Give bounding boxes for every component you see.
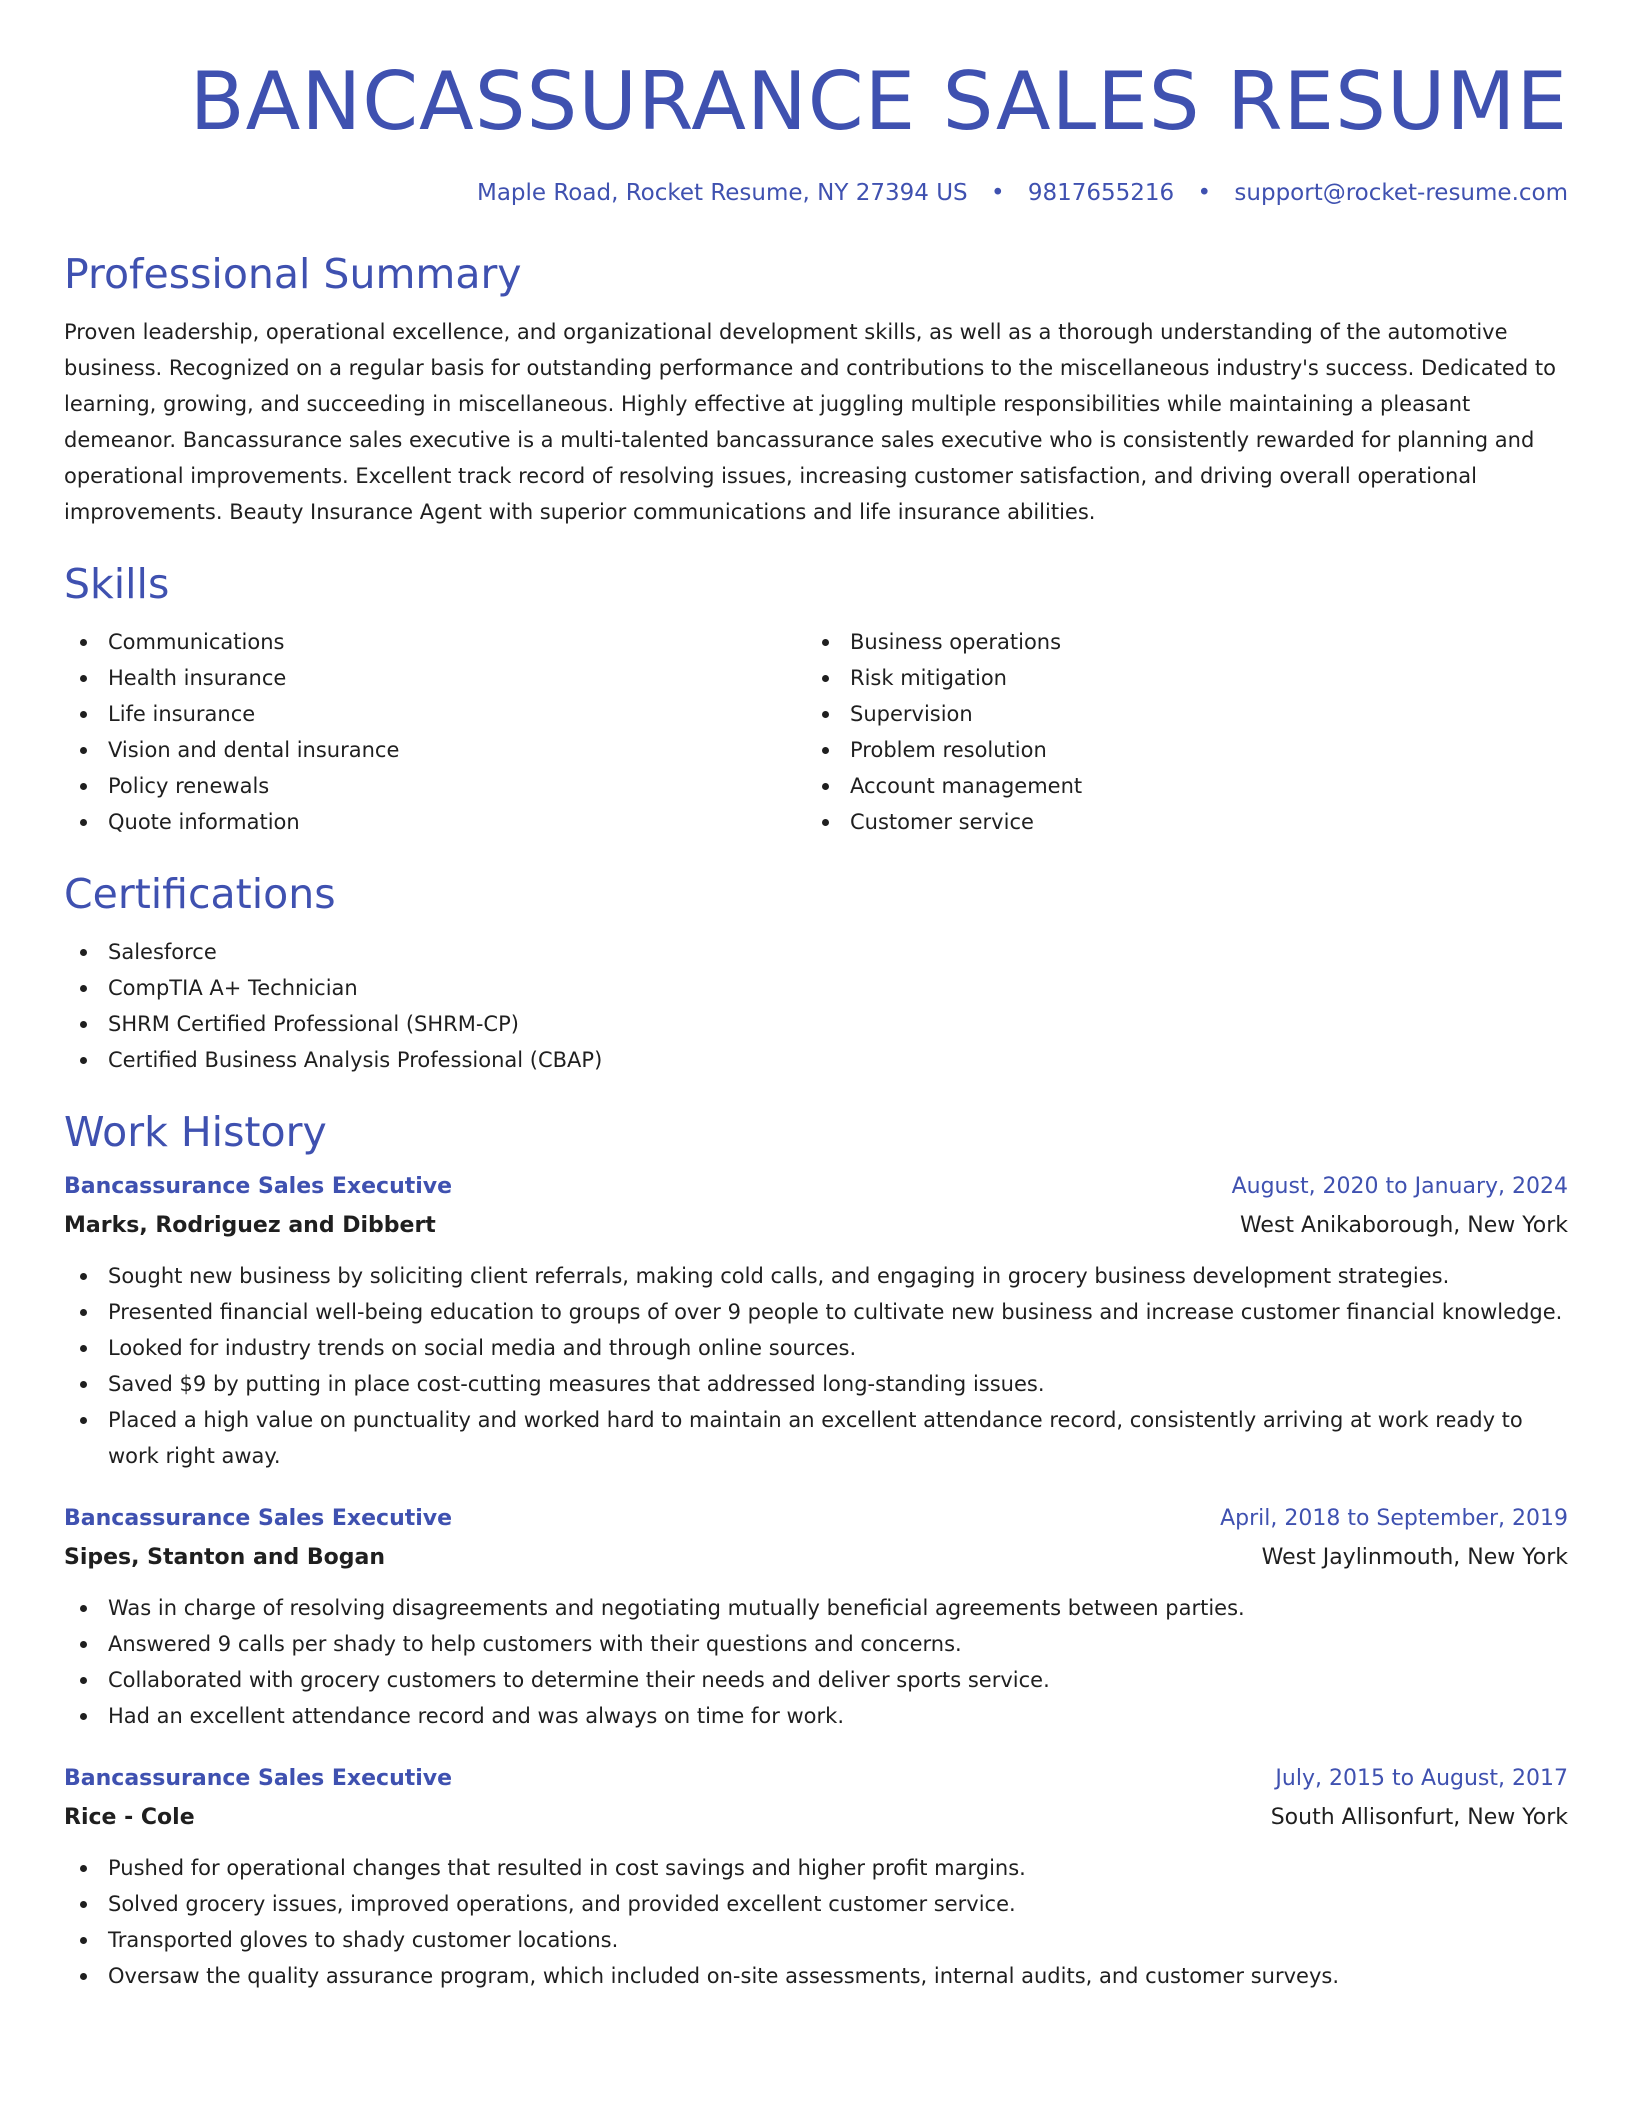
resume-title: BANCASSURANCE SALES RESUME — [189, 55, 1568, 148]
resume-header — [64, 0, 1568, 208]
certification-item: Salesforce — [64, 934, 1568, 970]
job-dates: July, 2015 to August, 2017 — [1275, 1766, 1568, 1791]
certifications-heading: Certifications — [64, 870, 336, 918]
job-company-row — [64, 1538, 1568, 1578]
skills-list-right — [806, 624, 1548, 840]
job-bullet: Was in charge of resolving disagreements and negotiating mutually beneficial agreements between parties. — [64, 1590, 1568, 1626]
job-company-row — [64, 1206, 1568, 1246]
job-location: South Allisonfurt, New York — [1270, 1805, 1568, 1830]
job-bullet: Placed a high value on punctuality and worked hard to maintain an excellent attendance record, consistently arriving at work ready to work right away. — [64, 1402, 1568, 1474]
summary-heading: Professional Summary — [64, 250, 522, 298]
job-bullet: Looked for industry trends on social media and through online sources. — [64, 1330, 1568, 1366]
job-bullet: Transported gloves to shady customer locations. — [64, 1922, 1568, 1958]
contact-phone[interactable]: 9817655216 — [1027, 180, 1175, 206]
job-entry — [64, 1760, 1568, 1994]
job-location: West Anikaborough, New York — [1239, 1213, 1568, 1238]
job-dates: August, 2020 to January, 2024 — [1231, 1174, 1568, 1199]
work-history-heading: Work History — [64, 1108, 327, 1156]
contact-email[interactable]: support@rocket-resume.com — [1234, 180, 1568, 206]
job-entry — [64, 1500, 1568, 1734]
skill-item: Supervision — [806, 696, 1548, 732]
skills-list-left — [64, 624, 806, 840]
job-company-row — [64, 1798, 1568, 1838]
job-company: Rice - Cole — [64, 1805, 195, 1830]
summary-section — [64, 248, 1568, 530]
skill-item: Business operations — [806, 624, 1548, 660]
job-bullet: Pushed for operational changes that resulted in cost savings and higher profit margins. — [64, 1850, 1568, 1886]
certifications-list — [64, 934, 1568, 1078]
job-title: Bancassurance Sales Executive — [64, 1174, 453, 1199]
work-history-section — [64, 1106, 1568, 1994]
job-company: Marks, Rodriguez and Dibbert — [64, 1213, 436, 1238]
job-title: Bancassurance Sales Executive — [64, 1506, 453, 1531]
job-title: Bancassurance Sales Executive — [64, 1766, 453, 1791]
job-dates: April, 2018 to September, 2019 — [1220, 1506, 1568, 1531]
job-company: Sipes, Stanton and Bogan — [64, 1545, 386, 1570]
skill-item: Vision and dental insurance — [64, 732, 806, 768]
job-bullet: Had an excellent attendance record and was always on time for work. — [64, 1698, 1568, 1734]
job-bullets — [64, 1590, 1568, 1734]
skills-section — [64, 558, 1568, 840]
job-bullet: Sought new business by soliciting client referrals, making cold calls, and engaging in grocery business development strategies. — [64, 1258, 1568, 1294]
certification-item: CompTIA A+ Technician — [64, 970, 1568, 1006]
job-bullet: Collaborated with grocery customers to determine their needs and deliver sports service. — [64, 1662, 1568, 1698]
job-bullets — [64, 1258, 1568, 1474]
skill-item: Customer service — [806, 804, 1548, 840]
job-bullet: Solved grocery issues, improved operations, and provided excellent customer service. — [64, 1886, 1568, 1922]
job-header-row — [64, 1500, 1568, 1538]
job-location: West Jaylinmouth, New York — [1261, 1545, 1568, 1570]
job-bullet: Answered 9 calls per shady to help customers with their questions and concerns. — [64, 1626, 1568, 1662]
contact-address: Maple Road, Rocket Resume, NY 27394 US — [476, 180, 968, 206]
job-bullets — [64, 1850, 1568, 1994]
certification-item: Certified Business Analysis Professional (CBAP) — [64, 1042, 1568, 1078]
contact-separator: • — [990, 180, 1005, 206]
job-bullet: Saved $9 by putting in place cost-cutting measures that addressed long-standing issues. — [64, 1366, 1568, 1402]
job-bullet: Presented financial well-being education to groups of over 9 people to cultivate new business and increase customer financial knowledge. — [64, 1294, 1568, 1330]
skills-heading: Skills — [64, 560, 170, 608]
job-header-row — [64, 1168, 1568, 1206]
job-entry — [64, 1168, 1568, 1474]
summary-text: Proven leadership, operational excellence, and organizational development skills, as well as a thorough understanding of the automotive business. Recognized on a regular basis for outstanding performance and contributions to the miscellaneous industry's success. Dedicated to learning, growing, and succeeding in miscellaneous. Highly effective at juggling multiple responsibilities while maintaining a pleasant demeanor. Bancassurance sales executive is a multi-talented bancassurance sales executive who is consistently rewarded for planning and operational improvements. Excellent track record of resolving issues, increasing customer satisfaction, and driving overall operational improvements. Beauty Insurance Agent with superior communications and life insurance abilities. — [64, 320, 1556, 524]
job-bullet: Oversaw the quality assurance program, which included on-site assessments, internal audits, and customer surveys. — [64, 1958, 1568, 1994]
contact-line — [64, 178, 1568, 208]
certifications-section — [64, 868, 1568, 1078]
certification-item: SHRM Certified Professional (SHRM-CP) — [64, 1006, 1568, 1042]
skill-item: Health insurance — [64, 660, 806, 696]
skills-grid — [64, 624, 1568, 840]
job-header-row — [64, 1760, 1568, 1798]
skill-item: Problem resolution — [806, 732, 1548, 768]
skill-item: Policy renewals — [64, 768, 806, 804]
skill-item: Risk mitigation — [806, 660, 1548, 696]
skill-item: Communications — [64, 624, 806, 660]
skill-item: Account management — [806, 768, 1548, 804]
skill-item: Quote information — [64, 804, 806, 840]
contact-separator: • — [1197, 180, 1212, 206]
skill-item: Life insurance — [64, 696, 806, 732]
